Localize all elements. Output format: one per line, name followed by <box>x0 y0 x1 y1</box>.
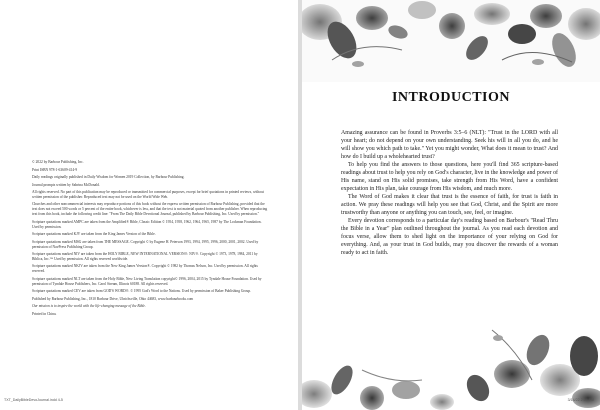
floral-top-illustration <box>302 0 600 82</box>
paragraph: Amazing assurance can be found in Proverbs 3:5–6 (NLT): "Trust in the LORD with all your heart; do not depend on your own understanding. Seek his will in all you do, and he will show you which path to take." Yet you might wonder, What does it mean to trust? And how do I build up a wholehearted trust? <box>341 130 558 160</box>
introduction-page <box>302 0 600 410</box>
introduction-body <box>341 129 558 257</box>
page-title: INTRODUCTION <box>391 90 510 105</box>
prompts-line: Journal prompts written by Sabrina McDonald. <box>32 182 100 187</box>
permission-paragraph: Churches and other noncommercial interests may reproduce portions of this book without the express written permission of Barbour Publishing, provided that the text does not exceed 500 words or 5 percent of the entire book, whichever is less, and that the text is not material quoted from another publisher. When reproducing text from this book, include the following credit line: "From The Daily Bible Devotional Journal, published by Barbour Publishing, Inc. Used by permission." <box>32 202 268 217</box>
origin-line: Daily readings originally published in Daily Wisdom for Women 2019 Collection, by Barbour Publishing. <box>32 175 185 179</box>
paragraph: To help you find the answers to those questions, here you'll find 365 scripture-based readings about trust to help you rely on God's character, live in the knowledge and power of His name, stand on His solid promises, take strength from His Word, have a confident expectation in His plan, take courage from His wisdom, and much more. <box>341 162 558 192</box>
scripture-kjv: Scripture quotations marked KJV are taken from the King James Version of the Bible. <box>32 232 156 237</box>
floral-bottom-illustration <box>302 310 600 410</box>
printed-line: Printed in China. <box>32 311 57 316</box>
copyright-line: © 2022 by Barbour Publishing, Inc. <box>32 160 84 164</box>
scripture-nkjv: Scripture quotations marked NKJV are taken from the New King James Version®. Copyright © 1982 by Thomas Nelson, Inc. Used by permission. All rights reserved. <box>32 264 258 274</box>
scripture-msg: Scripture quotations marked MSG are taken from THE MESSAGE. Copyright © by Eugene H. Peterson 1993, 1994, 1995, 1996, 2000, 2001, 2002. Used by permission of NavPress Publishing Group. <box>32 239 259 249</box>
mission-line: Our mission is to inspire the world with the life-changing message of the Bible. <box>32 304 146 309</box>
isbn-line: Print ISBN 978-1-63609-414-9 <box>32 167 78 172</box>
scripture-gw: Scripture quotations marked CEV are taken from GOD'S WORD®. © 1995 God's Word to the Nations. Used by permission of Baker Publishing Group. <box>32 289 251 294</box>
rights-paragraph: All rights reserved. No part of this publication may be reproduced or transmitted for commercial purposes, except for brief quotations in printed reviews, without written permission of the publisher. Reproduced text may not be used on the World Wide Web. <box>32 190 264 199</box>
scripture-ampc: Scripture quotations marked AMPC are taken from the Amplified® Bible, Classic Edition © 1954, 1958, 1962, 1964, 1965, 1987 by The Lockman Foundation. Used by permission. <box>32 219 262 229</box>
scripture-nlt: Scripture quotations marked NLT are taken from the Holy Bible, New Living Translation copyright© 1996, 2004, 2015 by Tyndale House Foundation. Used by permission of Tyndale House Publishers, Inc. Carol Stream, Illinois 60188. All rights reserved. <box>32 276 262 286</box>
file-slug: TXT_DailyBibleDevoJournal.indd 4-5 <box>4 398 63 402</box>
paragraph: Every devotion corresponds to a particular day's reading based on Barbour's "Read Thru the Bible in a Year" plan outlined throughout the journal. As you read each devotion and focus verse, allow them to shed light on the importance of your relying on God for everything. And, as your trust in God builds, may you discover the rewards of a woman ready to act in faith. <box>341 218 558 256</box>
paragraph: The Word of God makes it clear that trust is the essence of faith, for trust is faith in action. We pray these readings will help you see that God, Christ, and the Spirit are more trustworthy than anyone or anything you can touch, see, feel, or imagine. <box>341 194 558 216</box>
copyright-page <box>0 0 298 410</box>
copyright-block <box>32 160 268 319</box>
scripture-niv: Scripture quotations marked NIV are taken from the HOLY BIBLE, NEW INTERNATIONAL VERSION®. NIV®. Copyright © 1973, 1978, 1984, 2011 by Biblica, Inc.™ Used by permission. All rights reserved worldwide. <box>32 252 258 261</box>
timestamp-slug: 3/14/22 2:54 PM <box>567 398 594 402</box>
publisher-line: Published by Barbour Publishing, Inc., 1810 Barbour Drive, Uhrichsville, Ohio 44683, www.barbourbooks.com <box>32 296 194 301</box>
